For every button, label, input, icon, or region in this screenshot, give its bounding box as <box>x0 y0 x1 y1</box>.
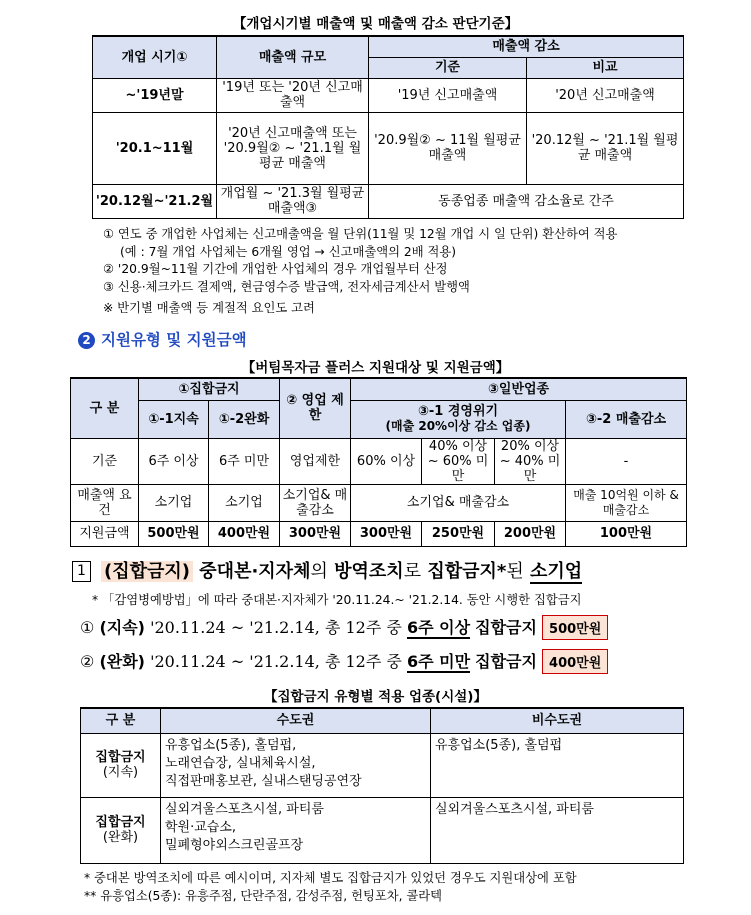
item1-text: 방역조치 <box>334 561 404 582</box>
header-g3a <box>351 400 566 438</box>
table3-title: 【집합금지 유형별 적용 업종(시설)】 <box>264 689 487 705</box>
row-label-sub: (완화) <box>102 830 139 845</box>
header-open-period: 개업 시기① <box>93 36 217 78</box>
cell: 매출 10억원 이하 & 매출감소 <box>566 484 687 521</box>
header-g3a-sub: (매출 20%이상 감소 업종) <box>385 419 531 433</box>
item1-heading <box>72 557 582 583</box>
item1-text: 소기업 <box>530 561 583 582</box>
header-base: 기준 <box>369 57 527 78</box>
cell: 6주 이상 <box>139 438 209 484</box>
row-base: '19년 신고매출액 <box>369 78 527 112</box>
header-compare: 비교 <box>527 57 684 78</box>
cell: 소기업 <box>139 484 209 521</box>
item-number-icon: 1 <box>72 561 91 582</box>
row-scale: '20년 신고매출액 또는 '20.9월② ~ '21.1월 월평균 매출액 <box>217 112 369 184</box>
header-sales-decrease: 매출액 감소 <box>369 36 684 57</box>
item1-text: 의 <box>310 561 328 582</box>
facility-line: 실외겨울스포츠시설, 파티룸 <box>165 801 324 817</box>
header-g1b: ①-2완화 <box>209 400 280 438</box>
row-open: '20.12월~'21.2월 <box>93 184 217 218</box>
table3-notes <box>84 870 744 905</box>
sub-period: '20.11.24 ~ '21.2.14, 총 12주 중 <box>150 652 402 671</box>
item1-sub1 <box>80 615 608 640</box>
item1-head: (집합금지) <box>101 561 193 582</box>
cell: 500만원 <box>139 521 209 546</box>
cell: 100만원 <box>566 521 687 546</box>
table-row <box>71 438 687 484</box>
item1-text: 로 <box>403 561 422 582</box>
sub-number: ② <box>80 652 95 671</box>
noncapital-cell <box>431 797 684 863</box>
header-gubun: 구 분 <box>81 708 161 733</box>
row-label-main: 집합금지 <box>95 750 146 765</box>
row-compare: '20년 신고매출액 <box>527 78 684 112</box>
item1-text: 집합금지* <box>427 561 507 582</box>
sub-label: (완화) <box>99 652 145 671</box>
item1-text: 중대본·지자체 <box>199 561 311 582</box>
cell: 6주 미만 <box>209 438 280 484</box>
cell: 60% 이상 <box>351 438 422 484</box>
table2 <box>70 377 687 547</box>
row-label <box>81 797 161 863</box>
sub-tail: 집합금지 <box>475 652 537 671</box>
note-line: ① 연도 중 개업한 사업체는 신고매출액을 월 단위(11월 및 12월 개업 시 일 단위) 환산하여 적용 <box>103 227 618 241</box>
table-row <box>81 797 684 863</box>
row-label: 기준 <box>71 438 139 484</box>
sub-cond: 6주 이상 <box>406 618 471 637</box>
row-merged: 동종업종 매출액 감소율로 간주 <box>369 184 684 218</box>
row-label-main: 집합금지 <box>95 815 146 830</box>
table-row <box>93 78 684 112</box>
note-line: ※ 반기별 매출액 등 계절적 요인도 고려 <box>103 301 315 315</box>
cell: 300만원 <box>280 521 351 546</box>
sub-label: (지속) <box>99 618 145 637</box>
item1-note: * 「감염병예방법」에 따라 중대본·지자체가 '20.11.24.~ '21.2.14. 동안 시행한 집합금지 <box>92 593 582 607</box>
sub-number: ① <box>80 618 95 637</box>
cell: 300만원 <box>351 521 422 546</box>
row-label: 지원금액 <box>71 521 139 546</box>
cell: - <box>566 438 687 484</box>
row-open: '20.1~11월 <box>93 112 217 184</box>
header-g2: ② 영업 제한 <box>280 378 351 438</box>
row-label <box>81 733 161 797</box>
section2-title: 지원유형 및 지원금액 <box>101 331 247 349</box>
capital-cell <box>161 797 431 863</box>
cell: 400만원 <box>209 521 280 546</box>
facility-line: 유흥업소(5종), 홀덤펍 <box>435 737 563 753</box>
sub-cond: 6주 미만 <box>406 652 471 671</box>
facility-line: 유흥업소(5종), 홀덤펍, <box>165 737 297 753</box>
row-open: ~'19년말 <box>93 78 217 112</box>
capital-cell <box>161 733 431 797</box>
cell: 250만원 <box>422 521 495 546</box>
facility-line: 학원·교습소, <box>165 819 237 835</box>
row-base: '20.9월② ~ 11월 월평균 매출액 <box>369 112 527 184</box>
facility-line: 밀폐형야외스크린골프장 <box>165 837 304 853</box>
item1-sub2 <box>80 649 608 674</box>
amount-badge: 500만원 <box>542 615 608 640</box>
amount-badge: 400만원 <box>542 649 608 674</box>
table3 <box>80 707 684 864</box>
header-g3a-label: ③-1 경영위기 <box>417 404 499 419</box>
noncapital-cell <box>431 733 684 797</box>
cell: 소기업 <box>209 484 280 521</box>
header-noncapital: 비수도권 <box>431 708 684 733</box>
item1-text: 된 <box>506 561 524 582</box>
note-line: (예 : 7월 개업 사업체는 6개월 영업 → 신고매출액의 2배 적용) <box>120 244 457 259</box>
sub-period: '20.11.24 ~ '21.2.14, 총 12주 중 <box>150 618 402 637</box>
row-label-sub: (지속) <box>102 765 139 780</box>
row-label: 매출액 요건 <box>71 484 139 521</box>
table-row <box>93 184 684 218</box>
table2-title: 【버팀목자금 플러스 지원대상 및 지원금액】 <box>241 360 510 376</box>
row-scale: '19년 또는 '20년 신고매출액 <box>217 78 369 112</box>
cell: 200만원 <box>495 521 566 546</box>
facility-line: 노래연습장, 실내체육시설, <box>165 755 316 771</box>
row-compare: '20.12월 ~ '21.1월 월평균 매출액 <box>527 112 684 184</box>
sub-tail: 집합금지 <box>475 618 537 637</box>
header-group1: ①집합금지 <box>139 378 280 400</box>
table-row <box>71 521 687 546</box>
cell: 소기업& 매출감소 <box>351 484 566 521</box>
table-row <box>71 484 687 521</box>
header-gubun: 구 분 <box>71 378 139 438</box>
row-scale: 개업월 ~ '21.3월 월평균 매출액③ <box>217 184 369 218</box>
header-capital: 수도권 <box>161 708 431 733</box>
facility-line: 직접판매홍보관, 실내스탠딩공연장 <box>165 773 362 789</box>
header-sales-scale: 매출액 규모 <box>217 36 369 78</box>
table1 <box>92 35 684 219</box>
section-number-icon: 2 <box>78 332 95 349</box>
header-g1a: ①-1지속 <box>139 400 209 438</box>
header-group3: ③일반업종 <box>351 378 687 400</box>
cell: 40% 이상 ~ 60% 미만 <box>422 438 495 484</box>
header-g3b: ③-2 매출감소 <box>566 400 687 438</box>
note-line: ③ 신용·체크카드 결제액, 현금영수증 발급액, 전자세금계산서 발행액 <box>103 279 470 294</box>
table-row <box>81 733 684 797</box>
table-row <box>93 112 684 184</box>
cell: 20% 이상 ~ 40% 미만 <box>495 438 566 484</box>
cell: 소기업& 매출감소 <box>280 484 351 521</box>
note-line: * 중대본 방역조치에 따른 예시이며, 지자체 별도 집합금지가 있었던 경우도 지원대상에 포함 <box>84 871 577 885</box>
facility-line: 실외겨울스포츠시설, 파티룸 <box>435 801 594 817</box>
note-line: ② '20.9월~11월 기간에 개업한 사업체의 경우 개업월부터 산정 <box>103 262 448 276</box>
table1-notes <box>103 226 743 318</box>
section2-heading <box>78 328 247 350</box>
cell: 영업제한 <box>280 438 351 484</box>
note-line: ** 유흥업소(5종): 유흥주점, 단란주점, 감성주점, 헌팅포차, 콜라텍 <box>84 888 443 903</box>
table1-title: 【개업시기별 매출액 및 매출액 감소 판단기준】 <box>232 16 519 32</box>
